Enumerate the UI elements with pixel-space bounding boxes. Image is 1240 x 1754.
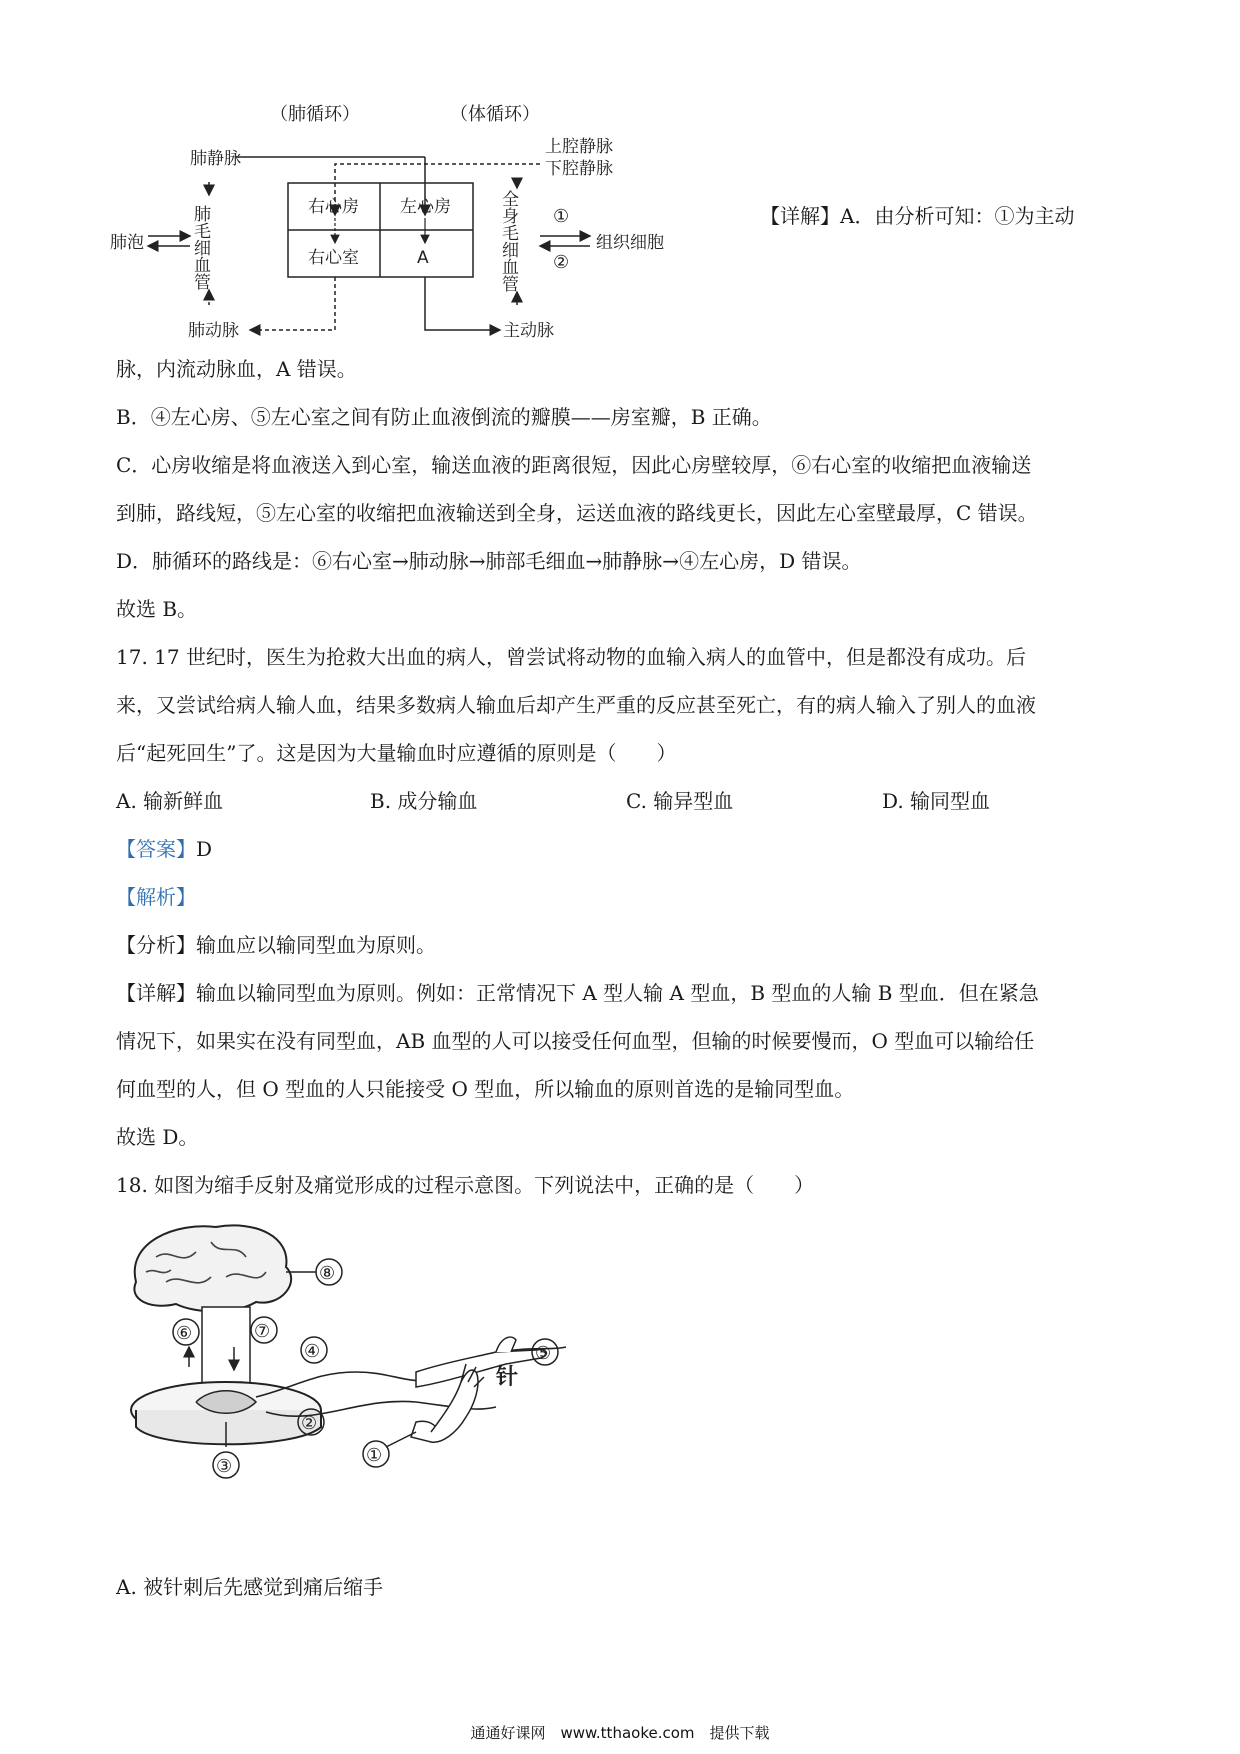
lung-capillary-label: 肺毛细血管 [190,205,210,290]
inferior-vena-cava-label: 下腔静脉 [545,159,613,179]
q18-option-a: A. 被针刺后先感觉到痛后缩手 [116,1575,384,1599]
blood-circulation-diagram [110,100,790,390]
marker-6: ⑥ [176,1323,193,1344]
marker-1: ① [553,206,570,227]
marker-4: ④ [304,1341,321,1362]
q17-stem-1: 17. 17 世纪时，医生为抢救大出血的病人，曾尝试将动物的血输入病人的血管中，但是都没有成功。后 [116,645,1026,669]
q17-stem-2: 来，又尝试给病人输人血，结果多数病人输血后却产生严重的反应甚至死亡，有的病人输入了别人的血液 [116,693,1036,717]
q16-detail-b: B．④左心房、⑤左心室之间有防止血液倒流的瓣膜——房室瓣，B 正确。 [116,405,772,429]
needle-label: 针 [496,1365,519,1390]
q17-option-c: C. 输异型血 [626,789,734,813]
q16-detail-a-tail: 脉，内流动脉血，A 错误。 [116,357,357,381]
right-atrium-label: 右心房 [308,197,359,217]
left-atrium-label: 左心房 [400,197,451,217]
pulmonary-vein-label: 肺静脉 [190,149,241,169]
q17-stem-3: 后“起死回生”了。这是因为大量输血时应遵循的原则是（ ） [116,741,677,765]
tissue-cells-label: 组织细胞 [596,233,664,253]
q17-detail-2: 情况下，如果实在没有同型血，AB 血型的人可以接受任何血型，但输的时候要慢而，O 型血可以输给任 [116,1029,1035,1053]
q17-analysis-tag: 【解析】 [116,885,196,909]
systemic-circulation-label: （体循环） [450,104,540,125]
page-footer: 通通好课网 www.tthaoke.com 提供下载 [470,1724,770,1742]
marker-2: ② [301,1413,318,1434]
aorta-label: 主动脉 [503,321,554,341]
right-ventricle-label: 右心室 [308,248,359,268]
arm-illustration [411,1337,546,1442]
q17-answer: 【答案】D [116,837,213,861]
q16-detail-c2: 到肺，路线短，⑤左心室的收缩把血液输送到全身，运送血液的路线更长，因此左心室壁最厚，C 错误。 [116,501,1038,525]
q16-choose: 故选 B。 [116,597,198,621]
brain-illustration [134,1225,291,1311]
reflex-arc-diagram [116,1222,636,1482]
q17-option-b: B. 成分输血 [370,789,478,813]
q17-detail-3: 何血型的人，但 O 型血的人只能接受 O 型血，所以输血的原则首选的是输同型血。 [116,1077,855,1101]
marker-1: ① [366,1445,383,1466]
marker-7: ⑦ [254,1321,271,1342]
q17-option-a: A. 输新鲜血 [116,789,224,813]
q17-detail-1: 【详解】输血以输同型血为原则。例如：正常情况下 A 型人输 A 型血，B 型血的人输 B 型血．但在紧急 [116,981,1039,1005]
chamber-a-label: A [417,248,429,268]
marker-2: ② [553,252,570,273]
spinal-cord-section [131,1382,321,1447]
body-capillary-label: 全身毛细血管 [498,190,518,292]
q17-option-d: D. 输同型血 [882,789,991,813]
pulmonary-circulation-label: （肺循环） [270,104,360,125]
marker-5: ⑤ [535,1343,552,1364]
q16-detail-c1: C．心房收缩是将血液送入到心室，输送血液的距离很短，因此心房壁较厚，⑥右心室的收缩把血液输送 [116,453,1032,477]
alveolus-label: 肺泡 [110,233,144,253]
superior-vena-cava-label: 上腔静脉 [545,137,613,157]
q16-detail-d: D．肺循环的路线是：⑥右心室→肺动脉→肺部毛细血→肺静脉→④左心房，D 错误。 [116,549,862,573]
q18-stem: 18. 如图为缩手反射及痛觉形成的过程示意图。下列说法中，正确的是（ ） [116,1173,815,1197]
q17-choose: 故选 D。 [116,1125,199,1149]
q16-detail-a-head: 【详解】A．由分析可知：①为主动 [760,204,1075,228]
marker-3: ③ [216,1456,233,1477]
marker-8: ⑧ [319,1263,336,1284]
q17-fenxi: 【分析】输血应以输同型血为原则。 [116,933,436,957]
pulmonary-artery-label: 肺动脉 [188,321,239,341]
